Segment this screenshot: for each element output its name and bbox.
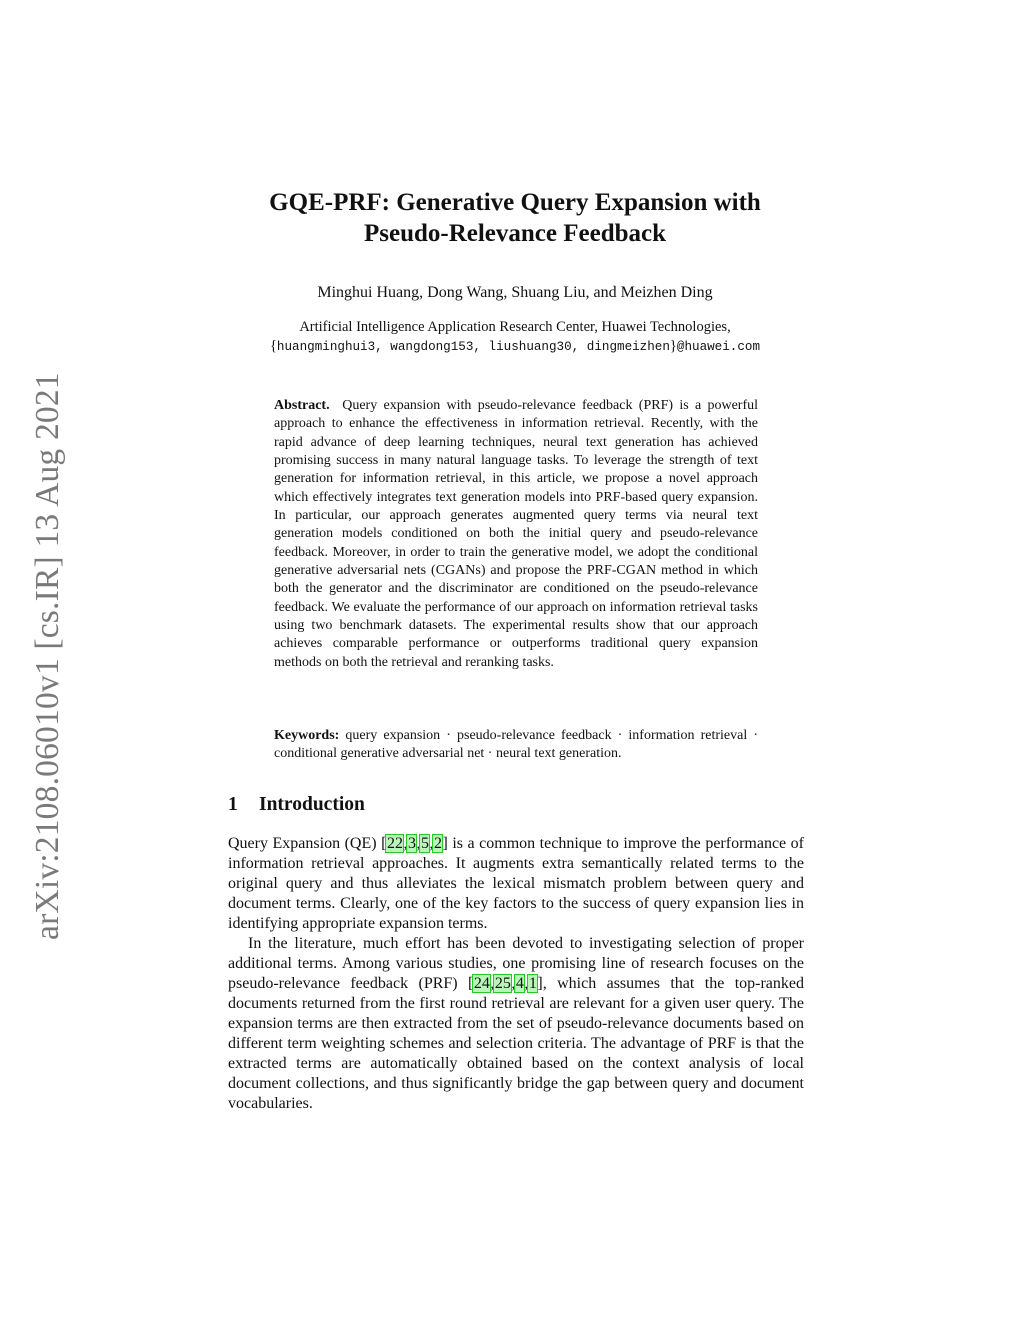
email-usernames: huangminghui3, wangdong153, liushuang30, dingmeizhen	[276, 340, 670, 354]
citation-link[interactable]: 24	[473, 975, 490, 992]
arxiv-identifier: arXiv:2108.06010v1 [cs.IR] 13 Aug 2021	[29, 372, 66, 940]
email-open-brace: {	[269, 338, 277, 354]
section-number: 1	[228, 794, 238, 815]
citation-link[interactable]: 22	[386, 835, 403, 852]
intro-paragraph-1	[228, 834, 804, 934]
paragraph-2-lead: In the literature, much effort has been devoted to investigating selection of proper additional terms. Among various studies, one promising line of research focuses on the pseudo-relevance feedback (PRF)	[228, 935, 804, 992]
paragraph-1-lead: Query Expansion (QE)	[228, 835, 382, 852]
keywords	[274, 727, 758, 764]
citation-link[interactable]: 1	[528, 975, 537, 992]
title-line-2: Pseudo-Relevance Feedback	[363, 220, 667, 247]
affiliation: Artificial Intelligence Application Research Center, Huawei Technologies,	[299, 319, 731, 335]
citation-link[interactable]: 2	[433, 835, 442, 852]
keywords-label: Keywords:	[274, 728, 340, 743]
author-emails	[160, 337, 870, 357]
intro-paragraph-2	[228, 934, 804, 1114]
citation-link[interactable]: 25	[494, 975, 511, 992]
paragraph-1-rest: is a common technique to improve the performance of information retrieval approaches. It augments extra semantically related terms to the original query and thus alleviates the lexical mismatch problem between query and document terms. Clearly, one of the key factors to the success of query expansion lies in identifying appropriate expansion terms.	[228, 835, 805, 932]
keywords-text: query expansion · pseudo-relevance feedback · information retrieval · conditional generative adversarial net · neural text generation.	[274, 728, 758, 762]
abstract	[274, 397, 758, 672]
citation-group-1: [22,3,5,2]	[381, 835, 448, 852]
citation-link[interactable]: 5	[420, 835, 429, 852]
author-list: Minghui Huang, Dong Wang, Shuang Liu, and Meizhen Ding	[317, 284, 713, 301]
abstract-label: Abstract.	[274, 398, 330, 413]
title-line-1: GQE-PRF: Generative Query Expansion with	[269, 189, 761, 216]
paragraph-2-rest: , which assumes that the top-ranked documents returned from the first round retrieval are relevant for a given user query. The expansion terms are then extracted from the set of pseudo-relevance documents based on different term weighting schemes and selection criteria. The advantage of PRF is that the extracted terms are automatically obtained based on the context analysis of local document collections, and thus significantly bridge the gap between query and document vocabularies.	[228, 975, 805, 1112]
section-title: Introduction	[259, 794, 365, 815]
paper-title	[180, 187, 850, 249]
section-heading	[228, 793, 365, 817]
citation-link[interactable]: 3	[407, 835, 416, 852]
citation-group-2: [24,25,4,1]	[468, 975, 543, 992]
email-close-brace: }	[669, 338, 677, 354]
citation-link[interactable]: 4	[515, 975, 524, 992]
email-domain: @huawei.com	[676, 340, 761, 354]
abstract-text: Query expansion with pseudo-relevance feedback (PRF) is a powerful approach to enhance the effectiveness in information retrieval. Recently, with the rapid advance of deep learning techniques, neural text generation has achieved promising success in many natural language tasks. To leverage the strength of text generation for information retrieval, in this article, we propose a novel approach which effectively integrates text generation models into PRF-based query expansion. In particular, our approach generates augmented query terms via neural text generation models conditioned on both the initial query and pseudo-relevance feedback. Moreover, in order to train the generative model, we adopt the conditional generative adversarial nets (CGANs) and propose the PRF-CGAN method in which both the generator and the discriminator are conditioned on the pseudo-relevance feedback. We evaluate the performance of our approach on information retrieval tasks using two benchmark datasets. The experimental results show that our approach achieves comparable performance or outperforms traditional query expansion methods on both the retrieval and reranking tasks.	[274, 398, 758, 670]
